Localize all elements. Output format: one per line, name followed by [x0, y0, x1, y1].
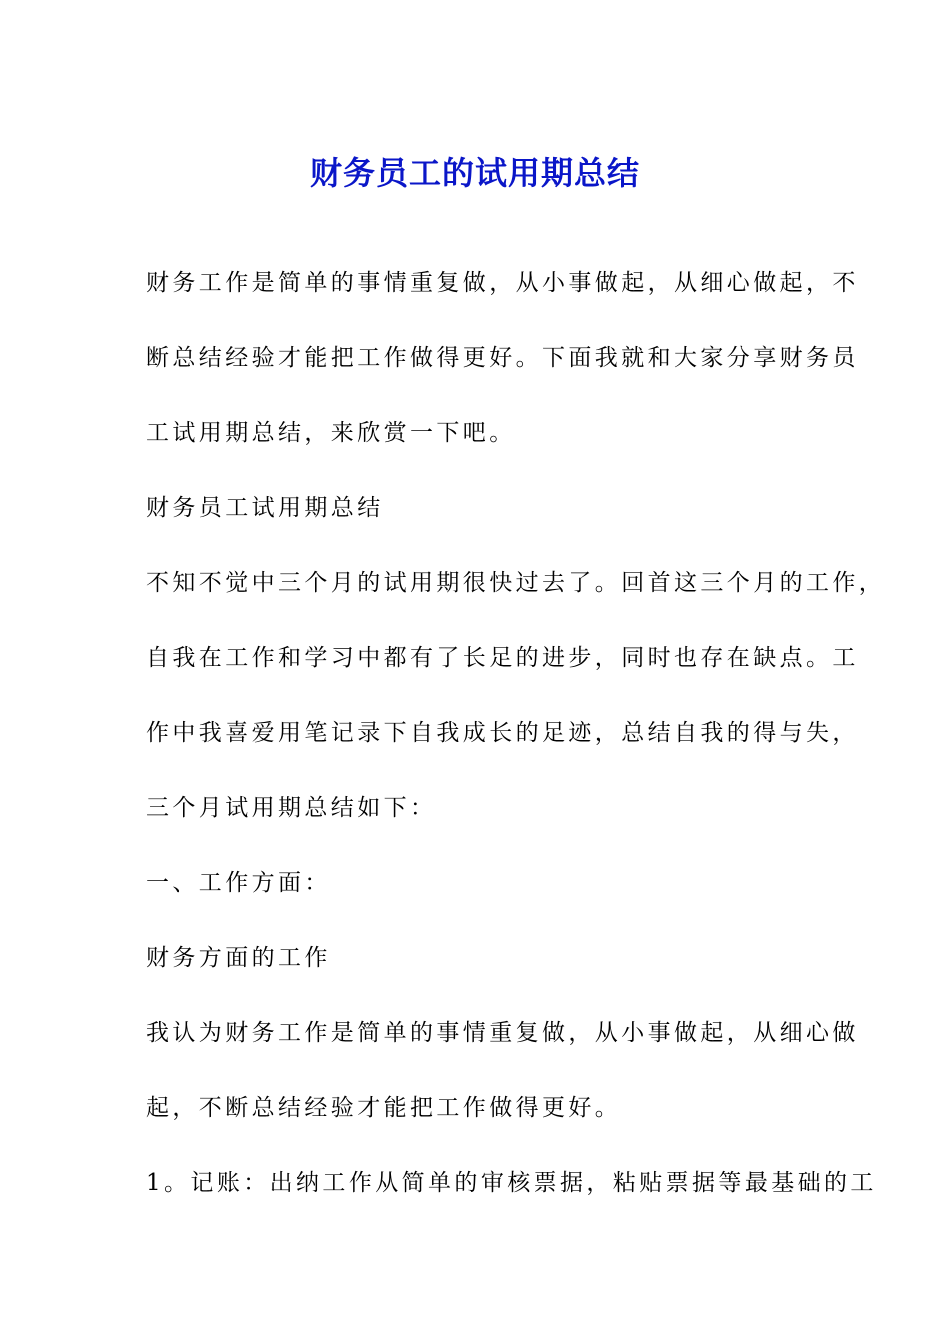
paragraph-line: 不知不觉中三个月的试用期很快过去了。回首这三个月的工作，: [146, 570, 886, 596]
section-heading: 一、工作方面：: [146, 870, 331, 896]
paragraph-line: 起，不断总结经验才能把工作做得更好。: [146, 1095, 622, 1121]
paragraph-line: 作中我喜爱用笔记录下自我成长的足迹，总结自我的得与失，: [146, 720, 859, 746]
section-heading: 财务员工试用期总结: [146, 495, 384, 521]
paragraph-line: 断总结经验才能把工作做得更好。下面我就和大家分享财务员: [146, 345, 859, 371]
list-item: 1。记账：出纳工作从简单的审核票据，粘贴票据等最基础的工: [146, 1170, 877, 1196]
paragraph-line: 财务工作是简单的事情重复做，从小事做起，从细心做起，不: [146, 270, 859, 296]
paragraph-line: 我认为财务工作是简单的事情重复做，从小事做起，从细心做: [146, 1020, 859, 1046]
subsection-heading: 财务方面的工作: [146, 945, 331, 971]
paragraph-line: 自我在工作和学习中都有了长足的进步，同时也存在缺点。工: [146, 645, 859, 671]
page-title: 财务员工的试用期总结: [309, 154, 640, 193]
paragraph-line: 工试用期总结，来欣赏一下吧。: [146, 420, 516, 446]
paragraph-line: 三个月试用期总结如下：: [146, 795, 437, 821]
